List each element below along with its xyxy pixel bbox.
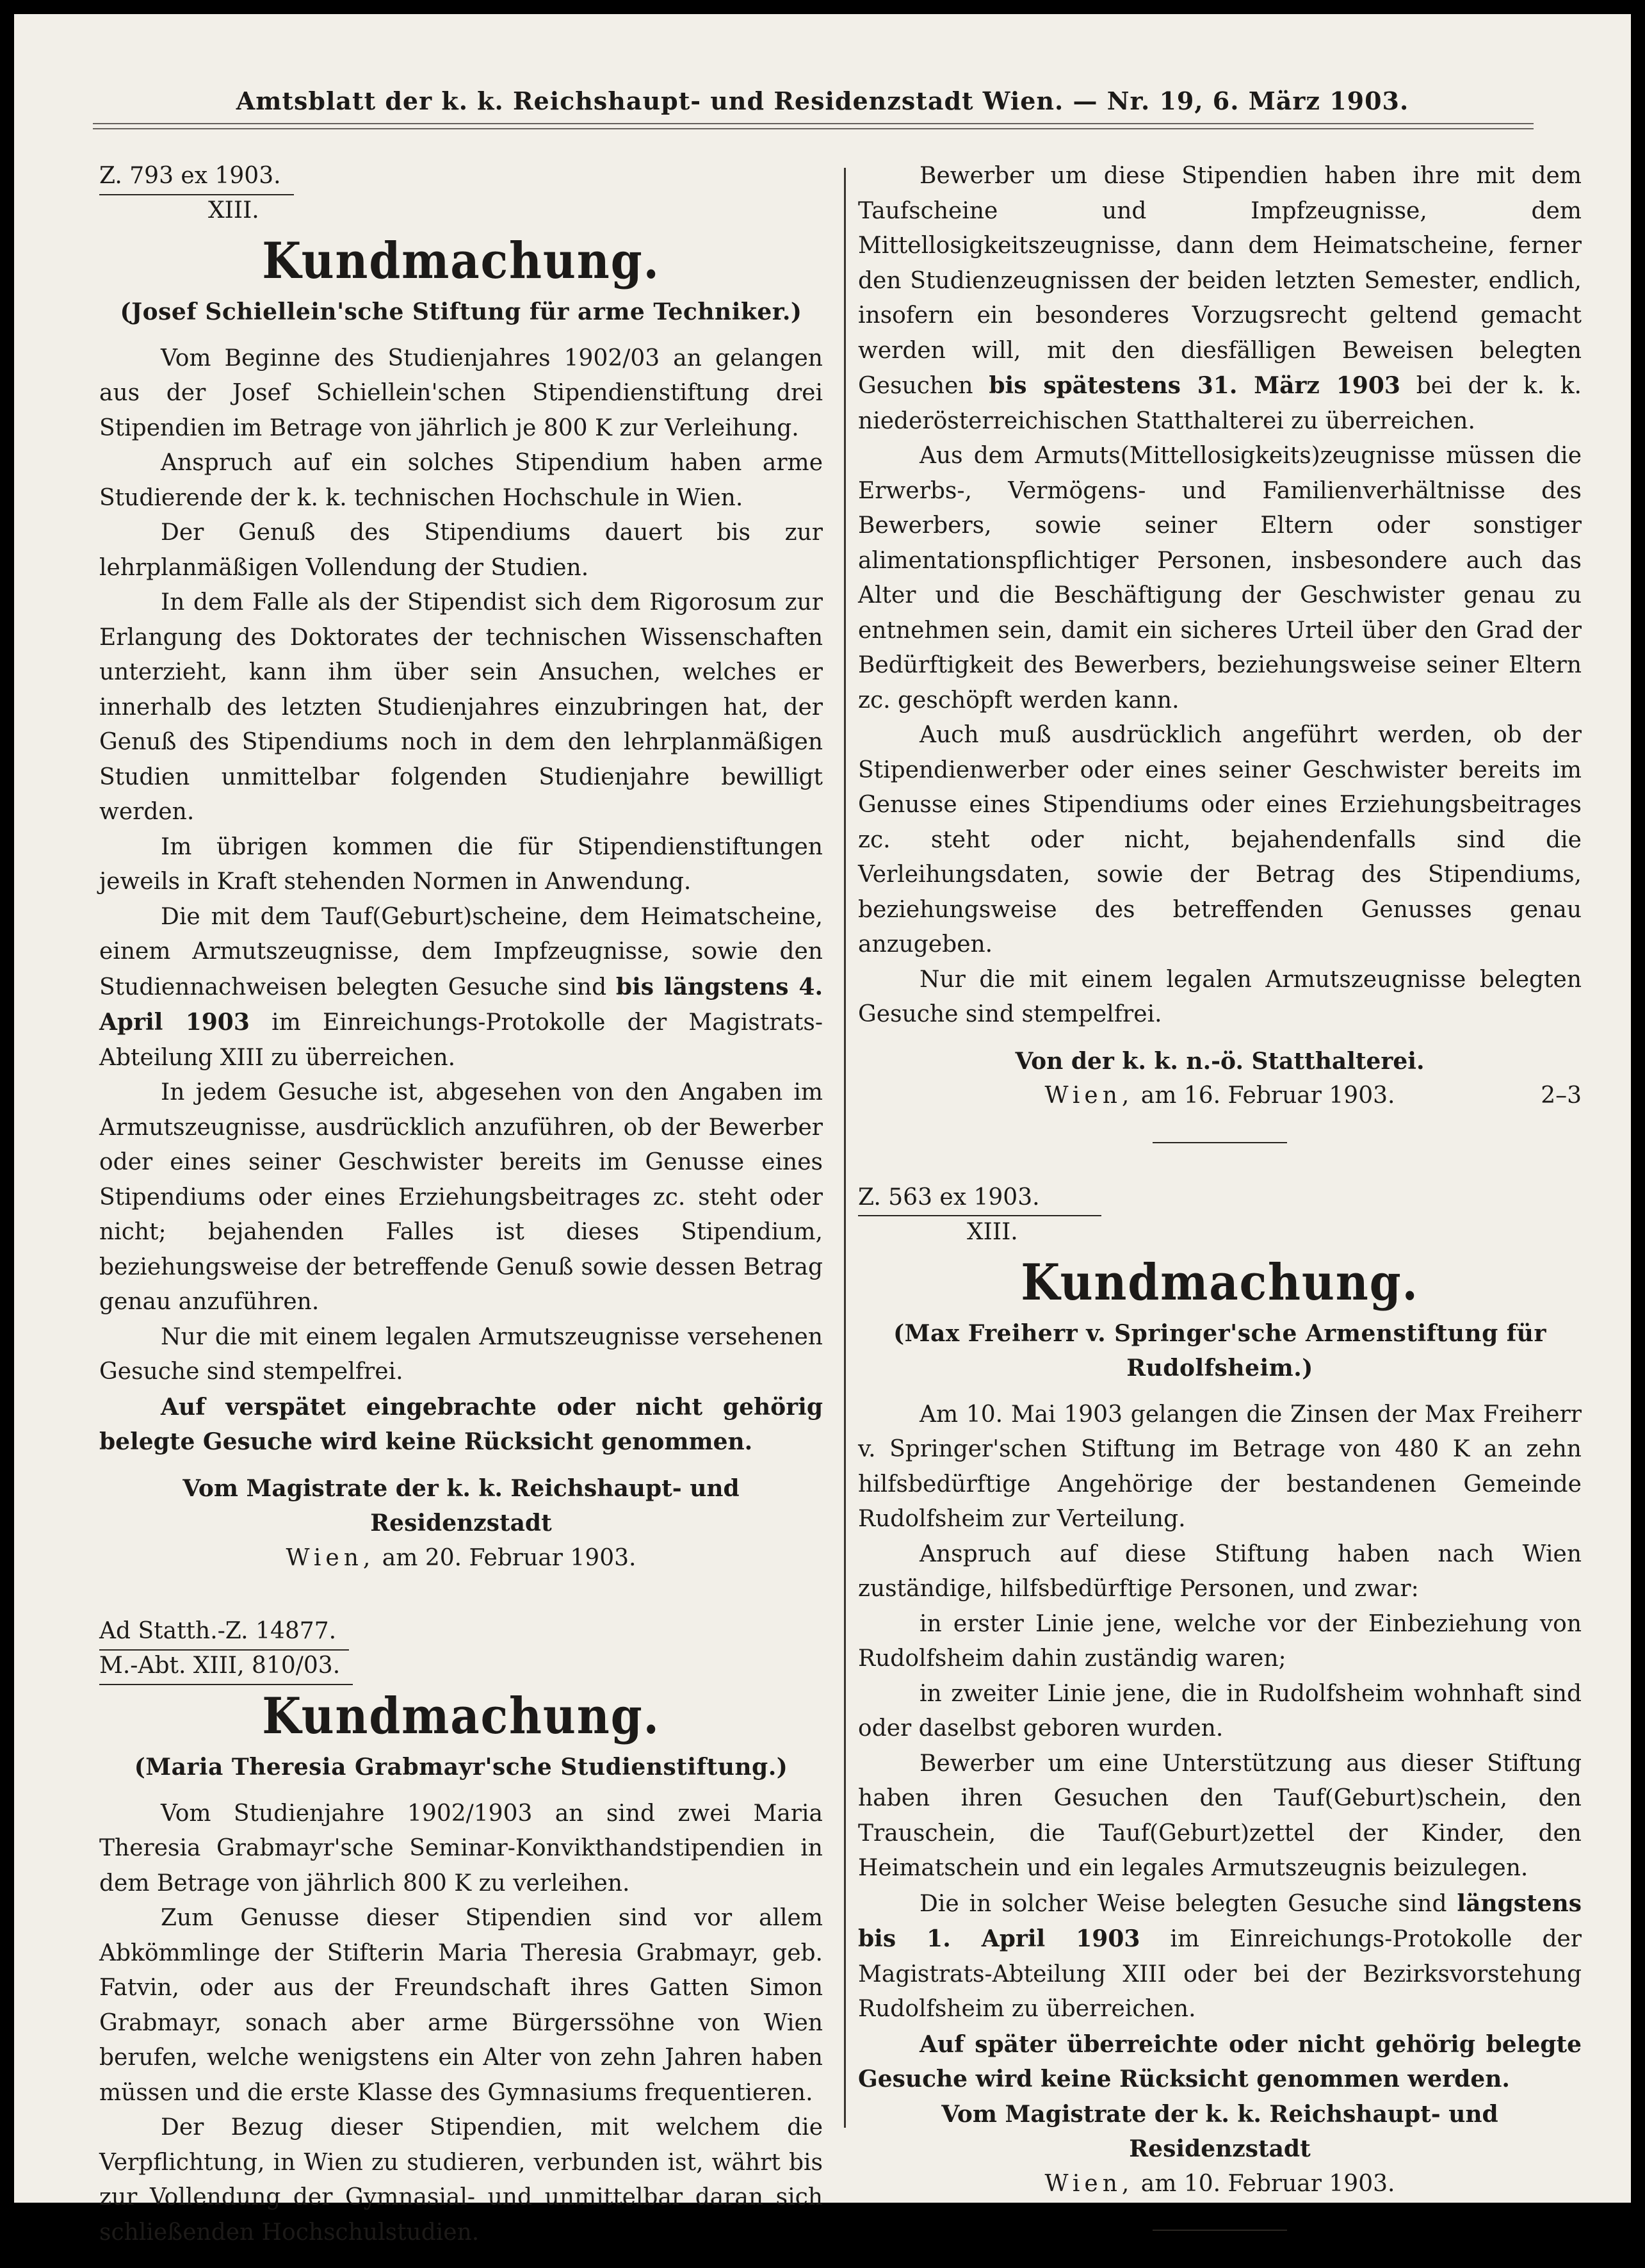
notice2-subtitle: (Maria Theresia Grabmayr'sche Studienstiftung.) [134, 1754, 788, 1781]
notice1-paragraph: Nur die mit einem legalen Armutszeugnisse versehenen Gesuche sind stempelfrei. [99, 1323, 823, 1385]
notice3-warning: Auf später überreichte oder nicht gehörig belegte Gesuche wird keine Rücksicht genommen werden. [858, 2030, 1582, 2093]
notice3-paragraph: in erster Linie jene, welche vor der Einbeziehung von Rudolfsheim dahin zuständig waren; [858, 1610, 1582, 1672]
deadline-text: Die mit dem Tauf(Geburt)scheine, dem Heimatscheine, einem Armutszeugnisse, dem Impfzeugnisse, sowie den Studiennachweisen belegten Gesuche sind [99, 903, 823, 1000]
notice2-continued-paragraph [858, 159, 1582, 439]
notice3-paragraph: Am 10. Mai 1903 gelangen die Zinsen der Max Freiherr v. Springer'schen Stiftung im Betrage von 480 K an zehn hilfsbedürftige Angehörige der bestandenen Gemeinde Rudolfsheim zur Verteilung. [858, 1401, 1582, 1532]
notice2-date-line [858, 1079, 1582, 1114]
notice3-ref-number: Z. 563 ex 1903. [858, 1180, 1101, 1217]
notice3-paragraph: in zweiter Linie jene, die in Rudolfsheim wohnhaft sind oder daselbst geboren wurden. [858, 1680, 1582, 1742]
notice3-subtitle: (Max Freiherr v. Springer'sche Armenstiftung für Rudolfsheim.) [893, 1319, 1546, 1382]
date-place: Wien, [1044, 2170, 1134, 2197]
date-text: am 16. Februar 1903. [1133, 1082, 1395, 1109]
notice2-dept-number: M.-Abt. XIII, 810/03. [99, 1649, 353, 1685]
notice3-department: XIII. [967, 1218, 1018, 1245]
date-place: Wien, [1044, 1082, 1134, 1109]
notice2-paragraph: Vom Studienjahre 1902/1903 an sind zwei Maria Theresia Grabmayr'sche Seminar-Konvikthandstipendien in dem Betrage von jährlich 800 K zu verleihen. [99, 1800, 823, 1897]
deadline-text: im Einreichungs-Protokolle der Magistrats-Abteilung XIII oder bei der Bezirksvorstehung Rudolfsheim zu überreichen. [858, 1926, 1582, 2022]
notice3-date [858, 2167, 1582, 2202]
deadline-text: im Einreichungs-Protokolle der Magistrats-Abteilung XIII zu überreichen. [99, 1009, 823, 1071]
notice1-reference [99, 159, 823, 193]
notice3-reference [858, 1180, 1582, 1215]
deadline-date: längstens bis 1. April 1903 [858, 1889, 1582, 1952]
column-divider [844, 168, 846, 2128]
notice2-paragraph: Zum Genusse dieser Stipendien sind vor allem Abkömmlinge der Stifterin Maria Theresia Grabmayr, geb. Fatvin, oder aus der Freundschaft ihres Gatten Simon Grabmayr, sonach aber arme Bürgerssöhne von Wien berufen, welche wenigstens ein Alter von zehn Jahren haben müssen und die erste Klasse des Gymnasiums frequentieren. [99, 1905, 823, 2106]
notice2-paragraph: Der Bezug dieser Stipendien, mit welchem die Verpflichtung, in Wien zu studieren, verbunden ist, währt bis zur Vollendung der Gymnasial- und unmittelbar daran sich schließenden Hochschulstudien. [99, 2114, 823, 2246]
notice2-signature: Von der k. k. n.-ö. Statthalterei. [1015, 1047, 1425, 1075]
notice1-paragraph: In dem Falle als der Stipendist sich dem Rigorosum zur Erlangung des Doktorates der technischen Wissenschaften unterzieht, kann ihm über sein Ansuchen, welches er innerhalb des letzten Studienjahres einzubringen hat, der Genuß des Stipendiums noch in dem den lehrplanmäßigen Studien unmittelbar folgenden Studienjahre bewilligt werden. [99, 589, 823, 825]
section-separator [1153, 2230, 1287, 2231]
notice1-deadline-paragraph [99, 900, 823, 1076]
notice2-reference [99, 1614, 823, 1649]
notice1-department: XIII. [208, 197, 259, 224]
notice3-paragraph: Bewerber um eine Unterstützung aus dieser Stiftung haben ihren Gesuchen den Tauf(Geburt)schein, den Trauschein, die Tauf(Geburt)zettel der Kinder, den Heimatschein und ein legales Armutszeugnis beizulegen. [858, 1750, 1582, 1881]
notice1-paragraph: Vom Beginne des Studienjahres 1902/03 an gelangen aus der Josef Schiellein'schen Stipendienstiftung drei Stipendien im Betrage von jährlich je 800 K zur Verleihung. [99, 345, 823, 441]
header-rule [93, 123, 1534, 129]
deadline-date: bis längstens 4. April 1903 [99, 973, 823, 1036]
notice1-ref-number: Z. 793 ex 1903. [99, 159, 294, 195]
notice3-signature: Vom Magistrate der k. k. Reichshaupt- und Residenzstadt [941, 2100, 1498, 2162]
running-header: Amtsblatt der k. k. Reichshaupt- und Residenzstadt Wien. — Nr. 19, 6. März 1903. [236, 86, 1409, 115]
date-place: Wien, [286, 1544, 375, 1571]
notice2-continued-paragraph: Auch muß ausdrücklich angeführt werden, ob der Stipendienwerber oder eines seiner Geschwister bereits im Genusse eines Stipendiums oder eines Erziehungsbeitrages zc. steht oder nicht, bejahendenfalls sind die Verleihungsdaten, sowie der Betrag des Stipendiums, beziehungsweise des betreffenden Genusses genau anzugeben. [858, 722, 1582, 958]
date-text: am 10. Februar 1903. [1133, 2170, 1395, 2197]
submission-text: bei der k. k. niederösterreichischen Statthalterei zu überreichen. [858, 373, 1582, 434]
submission-text: Bewerber um diese Stipendien haben ihre mit dem Taufscheine und Impfzeugnisse, dem Mittellosigkeitszeugnisse, dann dem Heimatscheine, ferner den Studienzeugnissen der beiden letzten Semester, endlich, insofern ein besonderes Vorzugsrecht geltend gemacht werden will, mit den diesfälligen Beweisen belegten Gesuchen [858, 163, 1582, 399]
notice1-subtitle: (Josef Schiellein'sche Stiftung für arme Techniker.) [120, 298, 802, 325]
notice3-paragraph: Anspruch auf diese Stiftung haben nach Wien zuständige, hilfsbedürftige Personen, und zwar: [858, 1540, 1582, 1602]
notice1-paragraph: Anspruch auf ein solches Stipendium haben arme Studierende der k. k. technischen Hochschule in Wien. [99, 450, 823, 511]
left-column [99, 159, 823, 2250]
notice1-title: Kundmachung. [262, 232, 660, 290]
notice1-warning: Auf verspätet eingebrachte oder nicht gehörig belegte Gesuche wird keine Rücksicht genommen. [99, 1393, 823, 1455]
submission-deadline: bis spätestens 31. März 1903 [989, 372, 1400, 399]
notice1-paragraph: Im übrigen kommen die für Stipendienstiftungen jeweils in Kraft stehenden Normen in Anwendung. [99, 833, 823, 895]
section-separator [1153, 1142, 1287, 1143]
deadline-text: Die in solcher Weise belegten Gesuche sind [920, 1890, 1457, 1917]
notice2-department [99, 1649, 823, 1683]
date-text: am 20. Februar 1903. [375, 1544, 636, 1571]
notice1-signature: Vom Magistrate der k. k. Reichshaupt- und Residenzstadt [182, 1474, 740, 1537]
notice1-paragraph: Der Genuß des Stipendiums dauert bis zur lehrplanmäßigen Vollendung der Studien. [99, 519, 823, 581]
notice1-paragraph: In jedem Gesuche ist, abgesehen von den Angaben im Armutszeugnisse, ausdrücklich anzuführen, ob der Bewerber oder eines seiner Geschwister bereits im Genusse eines Stipendiums oder eines Erziehungsbeitrages zc. steht oder nicht; bejahenden Falles ist dieses Stipendium, beziehungsweise der betreffende Genuß sowie dessen Betrag genau anzuführen. [99, 1079, 823, 1315]
notice2-ref-number: Ad Statth.-Z. 14877. [99, 1614, 349, 1651]
right-column [858, 159, 1582, 2268]
notice3-deadline-paragraph [858, 1886, 1582, 2027]
notice2-continued-paragraph: Aus dem Armuts(Mittellosigkeits)zeugnisse müssen die Erwerbs-, Vermögens- und Familienverhältnisse des Bewerbers, sowie seiner Eltern oder sonstiger alimentationspflichtiger Personen, insbesondere auch das Alter und die Beschäftigung der Geschwister genau zu entnehmen sein, damit ein sicheres Urteil über den Grad der Bedürftigkeit des Bewerbers, beziehungsweise seiner Eltern zc. geschöpft werden kann. [858, 443, 1582, 714]
notice3-title: Kundmachung. [1021, 1253, 1419, 1312]
notice2-continued-paragraph: Nur die mit einem legalen Armutszeugnisse belegten Gesuche sind stempelfrei. [858, 966, 1582, 1027]
notice1-date [99, 1541, 823, 1576]
insertion-code: 2–3 [1541, 1082, 1582, 1109]
notice2-title: Kundmachung. [262, 1687, 660, 1745]
